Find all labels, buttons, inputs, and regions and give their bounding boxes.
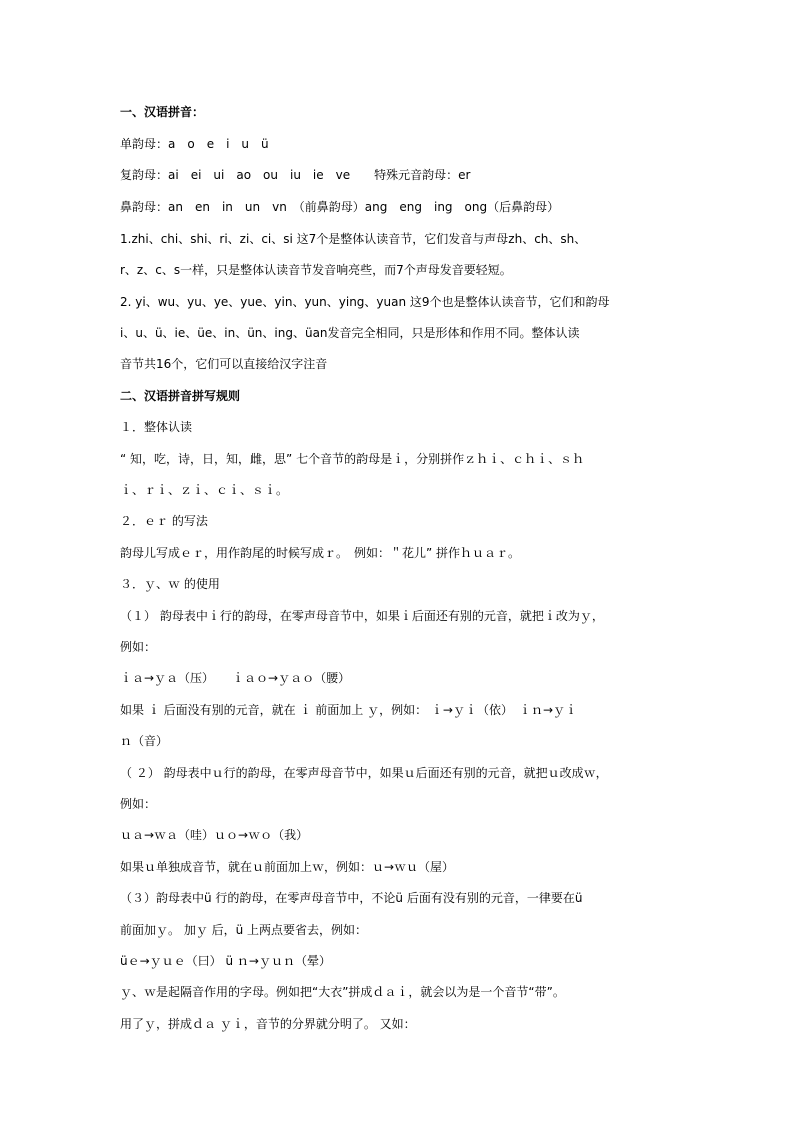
text-line: 用了ｙ，拼成ｄａ ｙｉ，音节的分界就分明了。 又如： <box>120 1017 416 1031</box>
subheading-line: ２．ｅｒ 的写法 <box>120 514 208 528</box>
example-line: ｕａ→ｗａ（哇）ｕｏ→ｗｏ（我） <box>120 828 309 842</box>
text-line: （ ２） 韵母表中ｕ行的韵母，在零声母音节中，如果ｕ后面还有别的元音，就把ｕ改成ｗ， <box>120 766 608 780</box>
text-line: 如果ｕ单独成音节，就在ｕ前面加上ｗ，例如：ｕ→ｗｕ（屋） <box>120 860 455 874</box>
text-line: ｙ、ｗ是起隔音作用的字母。例如把“大衣”拼成ｄａｉ，就会以为是一个音节“带”。 <box>120 985 565 999</box>
text-line: ｎ（音） <box>120 734 169 748</box>
subheading-line: ３．ｙ、ｗ 的使用 <box>120 577 220 591</box>
text-line: i、u、ü、ie、üe、in、ün、ing、üan发音完全相同，只是形体和作用不同。整体认读 <box>120 326 580 340</box>
text-line: 如果 ｉ 后面没有别的元音，就在 ｉ 前面加上 ｙ，例如： ｉ→ｙｉ（依） ｉｎ→ｙｉ <box>120 703 577 717</box>
text-line: 鼻韵母：an en in un vn （前鼻韵母）ang eng ing ong（后鼻韵母） <box>120 200 560 214</box>
text-line: （３）韵母表中ü 行的韵母，在零声母音节中，不论ü 后面有没有别的元音，一律要在ü <box>120 891 583 905</box>
text-line: ｉ、ｒｉ、ｚｉ、ｃｉ、ｓｉ。 <box>120 483 289 497</box>
text-line: “ 知，吃，诗，日，知，雌，思” 七个音节的韵母是ｉ，分别拼作ｚｈｉ、ｃｈｉ、ｓｈ <box>120 452 585 466</box>
example-line: üｅ→ｙｕｅ（曰） ü ｎ→ｙｕｎ（晕） <box>120 954 331 968</box>
text-line: 例如： <box>120 797 157 811</box>
text-line: 单韵母：a o e i u ü <box>120 137 269 151</box>
subheading-line: １．整体认读 <box>120 420 193 434</box>
text-line: 1.zhi、chi、shi、ri、zi、ci、si 这7个是整体认读音节，它们发音与声母zh、ch、sh、 <box>120 232 587 246</box>
text-line: （１） 韵母表中ｉ行的韵母，在零声母音节中，如果ｉ后面还有别的元音，就把ｉ改为ｙ， <box>120 609 604 623</box>
text-line: 复韵母：ai ei ui ao ou iu ie ve 特殊元音韵母：er <box>120 168 471 182</box>
text-line: r、z、c、s一样，只是整体认读音节发音响亮些，而7个声母发音要轻短。 <box>120 263 512 277</box>
section-heading-rules: 二、汉语拼音拼写规则 <box>120 389 241 403</box>
text-line: 韵母儿写成ｅｒ，用作韵尾的时候写成ｒ。 例如：＂花儿” 拼作ｈｕａｒ。 <box>120 546 521 560</box>
text-line: 例如： <box>120 640 157 654</box>
text-line: 音节共16个，它们可以直接给汉字注音 <box>120 357 328 371</box>
text-line: 2. yi、wu、yu、ye、yue、yin、yun、ying、yuan 这9个也是整体认读音节，它们和韵母 <box>120 295 610 309</box>
section-heading-pinyin: 一、汉语拼音： <box>120 105 205 119</box>
example-line: ｉａ→ｙａ（压） ｉａｏ→ｙａｏ（腰） <box>120 671 351 685</box>
text-line: 前面加ｙ。 加ｙ 后，ü 上两点要省去，例如： <box>120 923 368 937</box>
